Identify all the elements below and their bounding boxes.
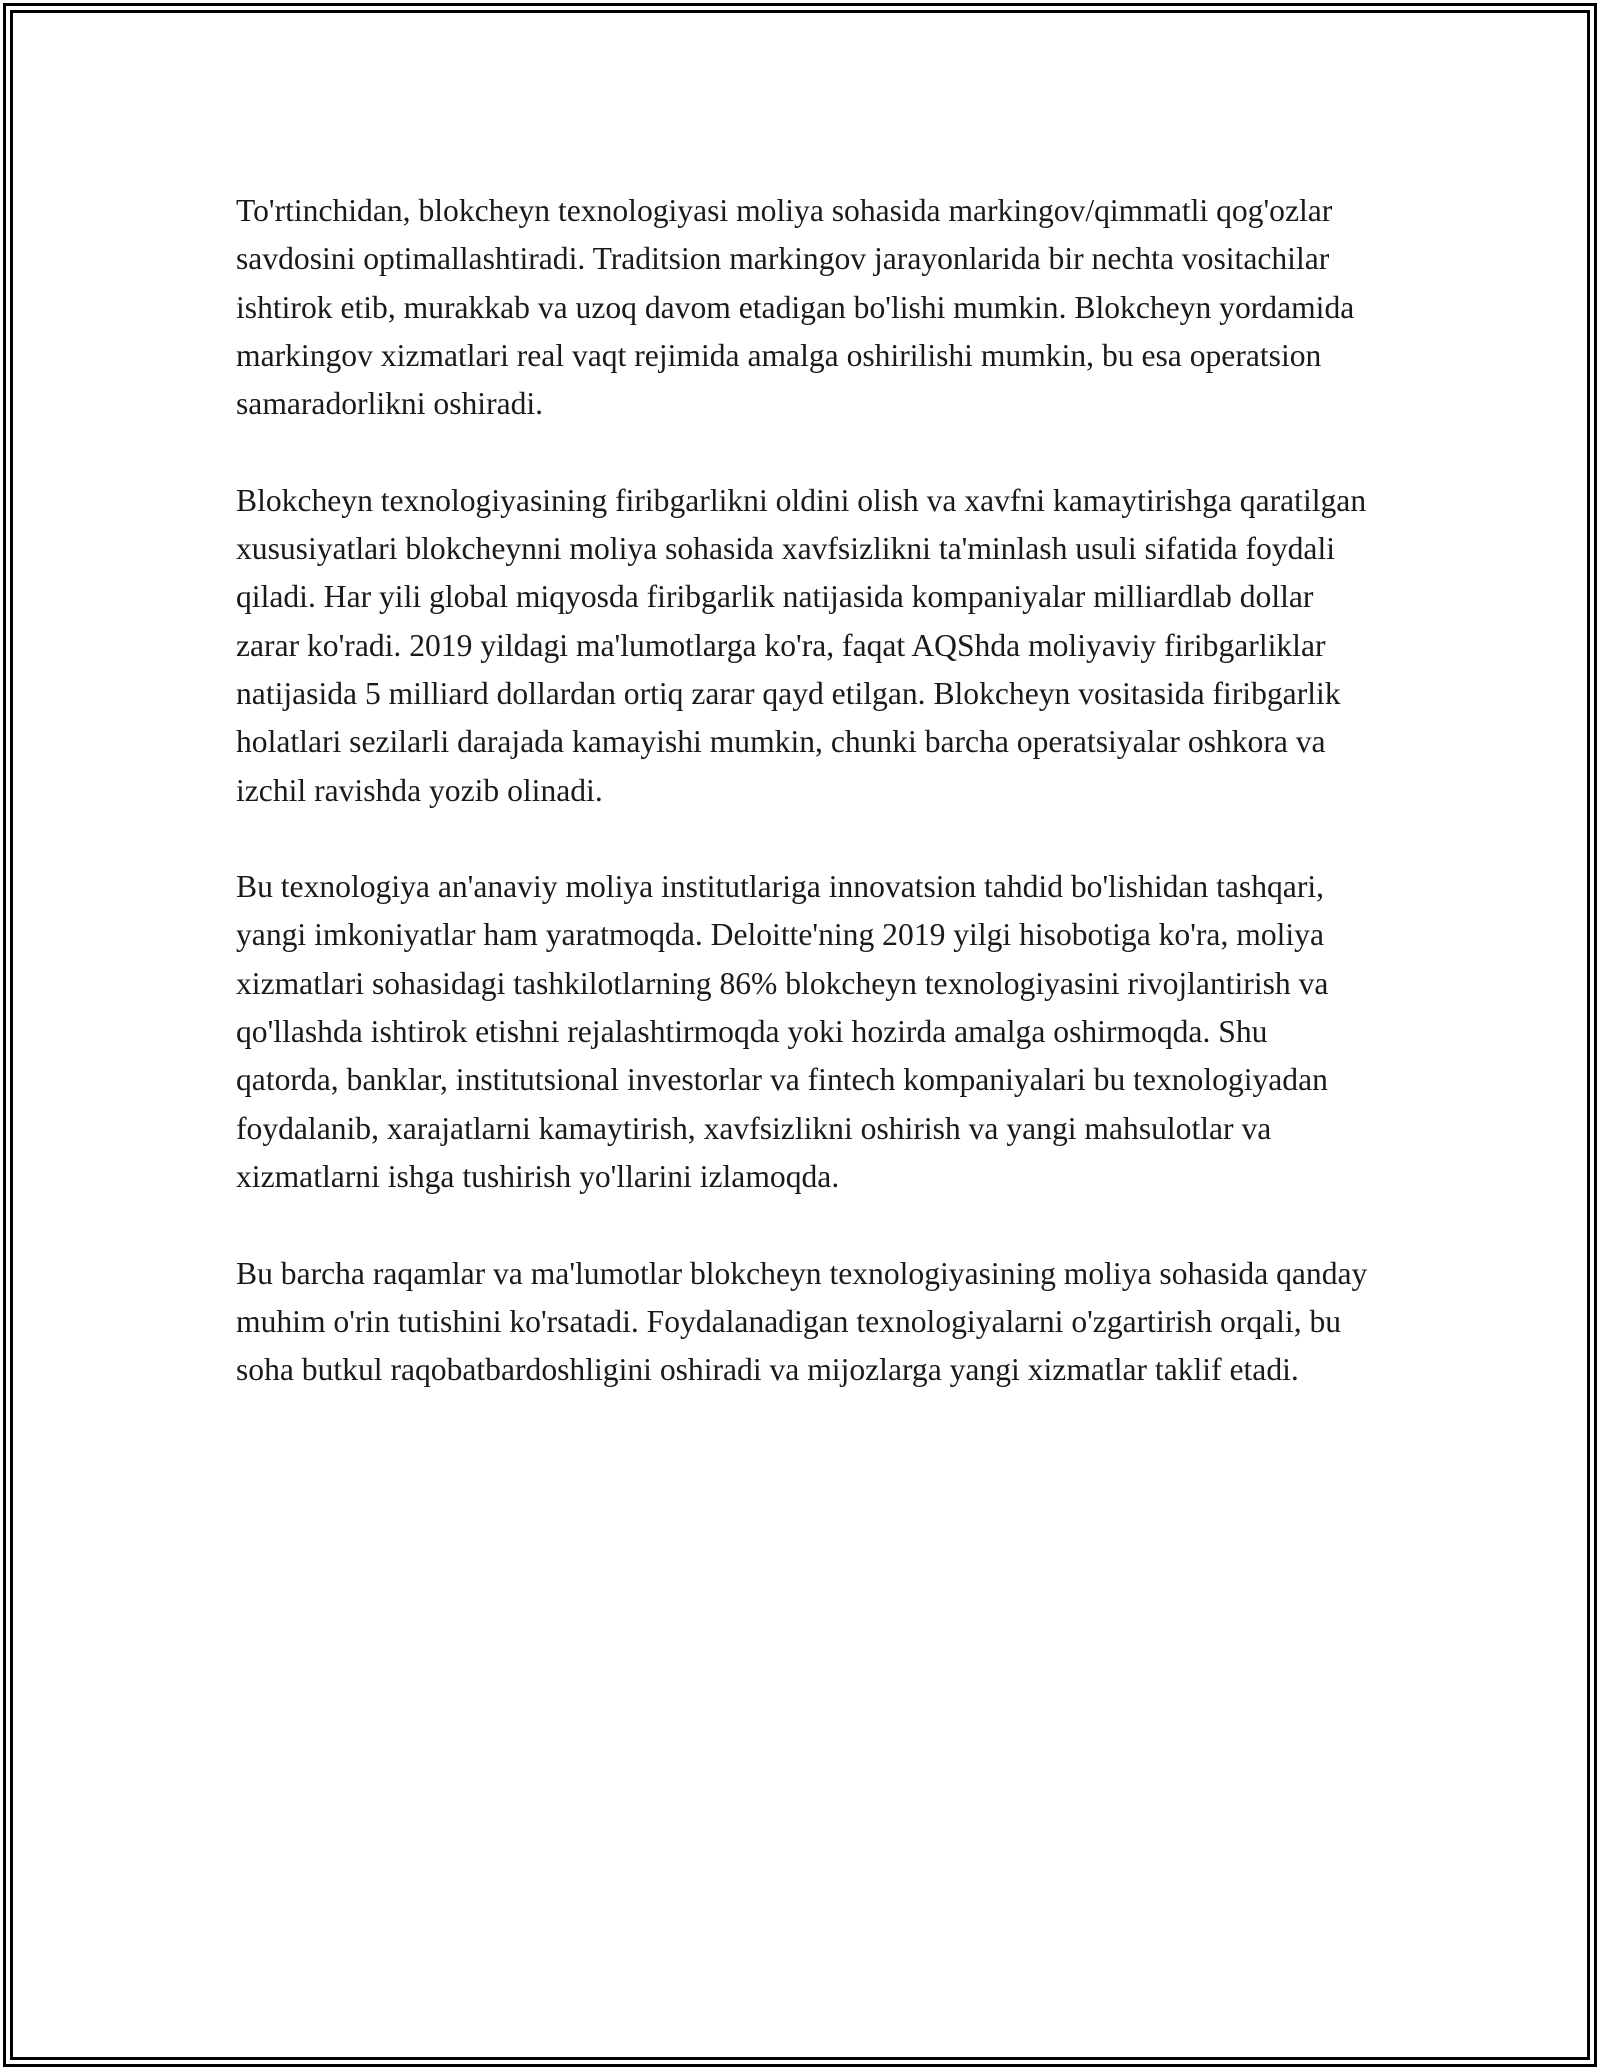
paragraph-1: To'rtinchidan, blokcheyn texnologiyasi moliya sohasida markingov/qimmatli qog'ozlar savdosini optimallashtiradi. Traditsion markingov jarayonlarida bir nechta vositachilar ishtirok etib, murakkab va uzoq davom etadigan bo'lishi mumkin. Blokcheyn yordamida markingov xizmatlari real vaqt rejimida amalga oshirilishi mumkin, bu esa operatsion samaradorlikni oshiradi. <box>236 193 1355 422</box>
paragraph-3: Bu texnologiya an'anaviy moliya institutlariga innovatsion tahdid bo'lishidan tashqari, yangi imkoniyatlar ham yaratmoqda. Deloitte'ning 2019 yilgi hisobotiga ko'ra, moliya xizmatlari sohasidagi tashkilotlarning 86% blokcheyn texnologiyasini rivojlantirish va qo'llashda ishtirok etishni rejalashtirmoqda yoki hozirda amalga oshirmoqda. Shu qatorda, banklar, institutsional investorlar va fintech kompaniyalari bu texnologiyadan foydalanib, xarajatlarni kamaytirish, xavfsizlikni oshirish va yangi mahsulotlar va xizmatlarni ishga tushirish yo'llarini izlamoqda. <box>236 869 1329 1194</box>
document-body <box>236 187 1376 1394</box>
paragraph-4: Bu barcha raqamlar va ma'lumotlar blokcheyn texnologiyasining moliya sohasida qanday muhim o'rin tutishini ko'rsatadi. Foydalanadigan texnologiyalarni o'zgartirish orqali, bu soha butkul raqobatbardoshligini oshiradi va mijozlarga yangi xizmatlar taklif etadi. <box>236 1255 1368 1388</box>
paragraph-2: Blokcheyn texnologiyasining firibgarlikni oldini olish va xavfni kamaytirishga qaratilgan xususiyatlari blokcheynni moliya sohasida xavfsizlikni ta'minlash usuli sifatida foydali qiladi. Har yili global miqyosda firibgarlik natijasida kompaniyalar milliardlab dollar zarar ko'radi. 2019 yildagi ma'lumotlarga ko'ra, faqat AQShda moliyaviy firibgarliklar natijasida 5 milliard dollardan ortiq zarar qayd etilgan. Blokcheyn vositasida firibgarlik holatlari sezilarli darajada kamayishi mumkin, chunki barcha operatsiyalar oshkora va izchil ravishda yozib olinadi. <box>236 482 1367 808</box>
